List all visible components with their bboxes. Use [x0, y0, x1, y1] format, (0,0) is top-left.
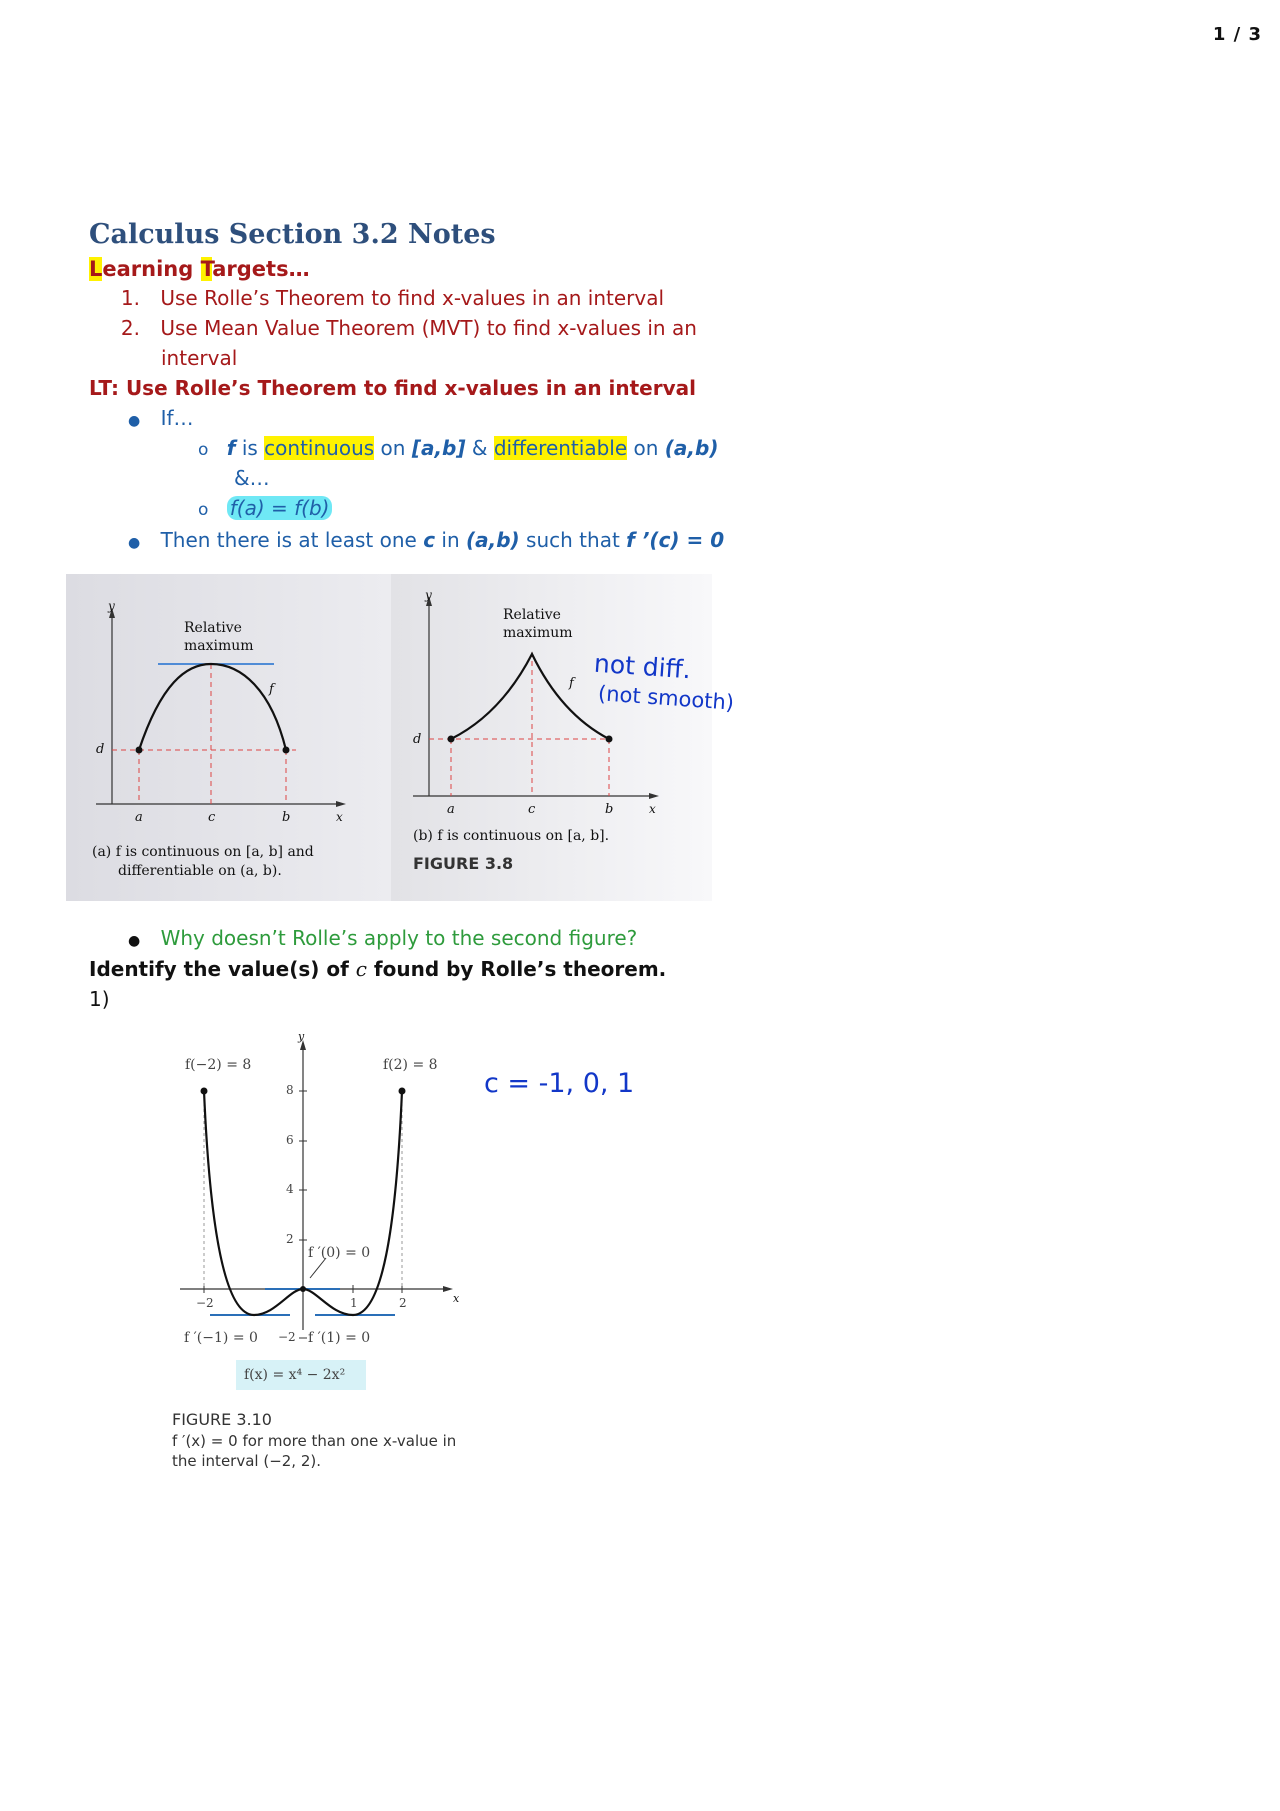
rel-max-label-1: Relative [184, 620, 242, 636]
lt-rolle-heading: LT: Use Rolle’s Theorem to find x-values in an interval [89, 376, 697, 400]
tick-x-neg2: −2 [196, 1296, 214, 1310]
tick-x-2: 2 [399, 1296, 407, 1310]
learning-targets-heading [89, 257, 310, 281]
tick-y-6: 6 [286, 1133, 294, 1147]
handwritten-not-diff: not diff. [593, 648, 692, 685]
tick-a: a [447, 802, 455, 817]
tick-y-2: 2 [286, 1232, 294, 1246]
f-label: f [569, 676, 574, 691]
page-title: Calculus Section 3.2 Notes [89, 219, 496, 250]
bullet-then [128, 528, 724, 552]
open-interval: (a,b) [466, 528, 520, 552]
condition-1 [198, 436, 718, 460]
tick-b: b [282, 810, 291, 825]
then-text: in [435, 528, 466, 552]
highlight-fa-fb: f(a) = f(b) [227, 496, 333, 520]
fig-a-caption-1: (a) f is continuous on [a, b] and [92, 844, 314, 860]
list-number: 1. [120, 286, 140, 310]
c-symbol: c [355, 957, 367, 981]
fprime-1-label: f ′(1) = 0 [308, 1330, 371, 1346]
cond-text: & [465, 436, 494, 460]
list-text: Use Rolle’s Theorem to find x-values in an interval [160, 286, 665, 310]
figure-3-8a [66, 574, 391, 901]
figure-3-8b-graph [391, 574, 712, 901]
bullet-icon: ● [128, 535, 141, 551]
condition-2 [198, 496, 332, 520]
tick-c: c [528, 802, 536, 817]
figure-3-8b [391, 574, 712, 901]
figure-3-8-label: FIGURE 3.8 [413, 854, 514, 873]
figure-3-10 [170, 1030, 480, 1470]
heading-part: earning [102, 257, 201, 281]
figure-3-10-label: FIGURE 3.10 [172, 1410, 272, 1429]
list-item-2 [110, 316, 697, 340]
f-pos2-label: f(2) = 8 [383, 1057, 438, 1073]
fig-3-10-caption-1: f ′(x) = 0 for more than one x-value in [172, 1432, 457, 1450]
highlight-L: L [89, 257, 103, 281]
derivative-zero: f ’(c) = 0 [626, 528, 725, 552]
rel-max-label-2: maximum [503, 625, 573, 641]
axis-x-label: x [649, 802, 656, 816]
highlight-T: T [200, 257, 213, 281]
if-text: If… [160, 406, 194, 430]
bullet-icon: ● [128, 413, 141, 429]
bullet-why [128, 926, 637, 950]
f-label: f [269, 682, 274, 697]
fprime-0-label: f ′(0) = 0 [308, 1245, 371, 1261]
f-neg2-label: f(−2) = 8 [185, 1057, 252, 1073]
axis-x-label: x [453, 1292, 460, 1305]
list-number: 2. [120, 316, 140, 340]
cond-text: is [235, 436, 265, 460]
and-more: &… [234, 466, 270, 490]
function-label: f(x) = x⁴ − 2x² [244, 1367, 346, 1383]
cond-text: on [374, 436, 412, 460]
identify-text: found by Rolle’s theorem. [366, 957, 667, 981]
fig-a-caption-2: differentiable on (a, b). [118, 863, 282, 879]
cond-text: on [627, 436, 665, 460]
tick-y-8: 8 [286, 1083, 294, 1097]
rel-max-label-1: Relative [503, 607, 561, 623]
tick-b: b [605, 802, 614, 817]
axis-y-label: y [425, 588, 432, 602]
axis-y-label: y [298, 1030, 305, 1043]
list-item-2-cont: interval [161, 346, 238, 370]
list-text: Use Mean Value Theorem (MVT) to find x-values in an [160, 316, 697, 340]
fig-b-caption: (b) f is continuous on [a, b]. [413, 828, 610, 844]
axis-y-label: y [108, 599, 115, 613]
sub-bullet-icon: o [198, 440, 209, 460]
tick-c: c [208, 810, 216, 825]
why-text: Why doesn’t Rolle’s apply to the second figure? [160, 926, 638, 950]
axis-x-label: x [336, 810, 343, 824]
bullet-if [128, 406, 194, 430]
closed-interval: [a,b] [411, 436, 466, 460]
tick-a: a [135, 810, 143, 825]
rel-max-label-2: maximum [184, 638, 254, 654]
handwritten-not-smooth: (not smooth) [597, 681, 735, 715]
open-interval: (a,b) [664, 436, 719, 460]
tick-x-1: 1 [350, 1296, 358, 1310]
highlight-differentiable: differentiable [493, 436, 628, 460]
highlight-continuous: continuous [264, 436, 375, 460]
page-number: 1 / 3 [1212, 24, 1262, 45]
problem-number: 1) [89, 987, 110, 1011]
heading-part: argets… [212, 257, 310, 281]
identify-heading [89, 957, 666, 981]
sub-bullet-icon: o [198, 500, 209, 520]
then-text: Then there is at least one [160, 528, 424, 552]
tick-y-neg2: −2 [278, 1330, 296, 1344]
then-text: such that [519, 528, 627, 552]
tick-y-4: 4 [286, 1182, 294, 1196]
fig-3-10-caption-2: the interval (−2, 2). [172, 1452, 322, 1470]
f-symbol: f [226, 436, 236, 460]
identify-text: Identify the value(s) of [89, 957, 356, 981]
d-label: d [413, 732, 422, 747]
d-label: d [96, 742, 105, 757]
fprime-neg1-label: f ′(−1) = 0 [184, 1330, 258, 1346]
c-symbol: c [423, 528, 436, 552]
handwritten-answer: c = -1, 0, 1 [484, 1068, 635, 1099]
bullet-icon: ● [128, 933, 141, 949]
list-item-1 [110, 286, 664, 310]
